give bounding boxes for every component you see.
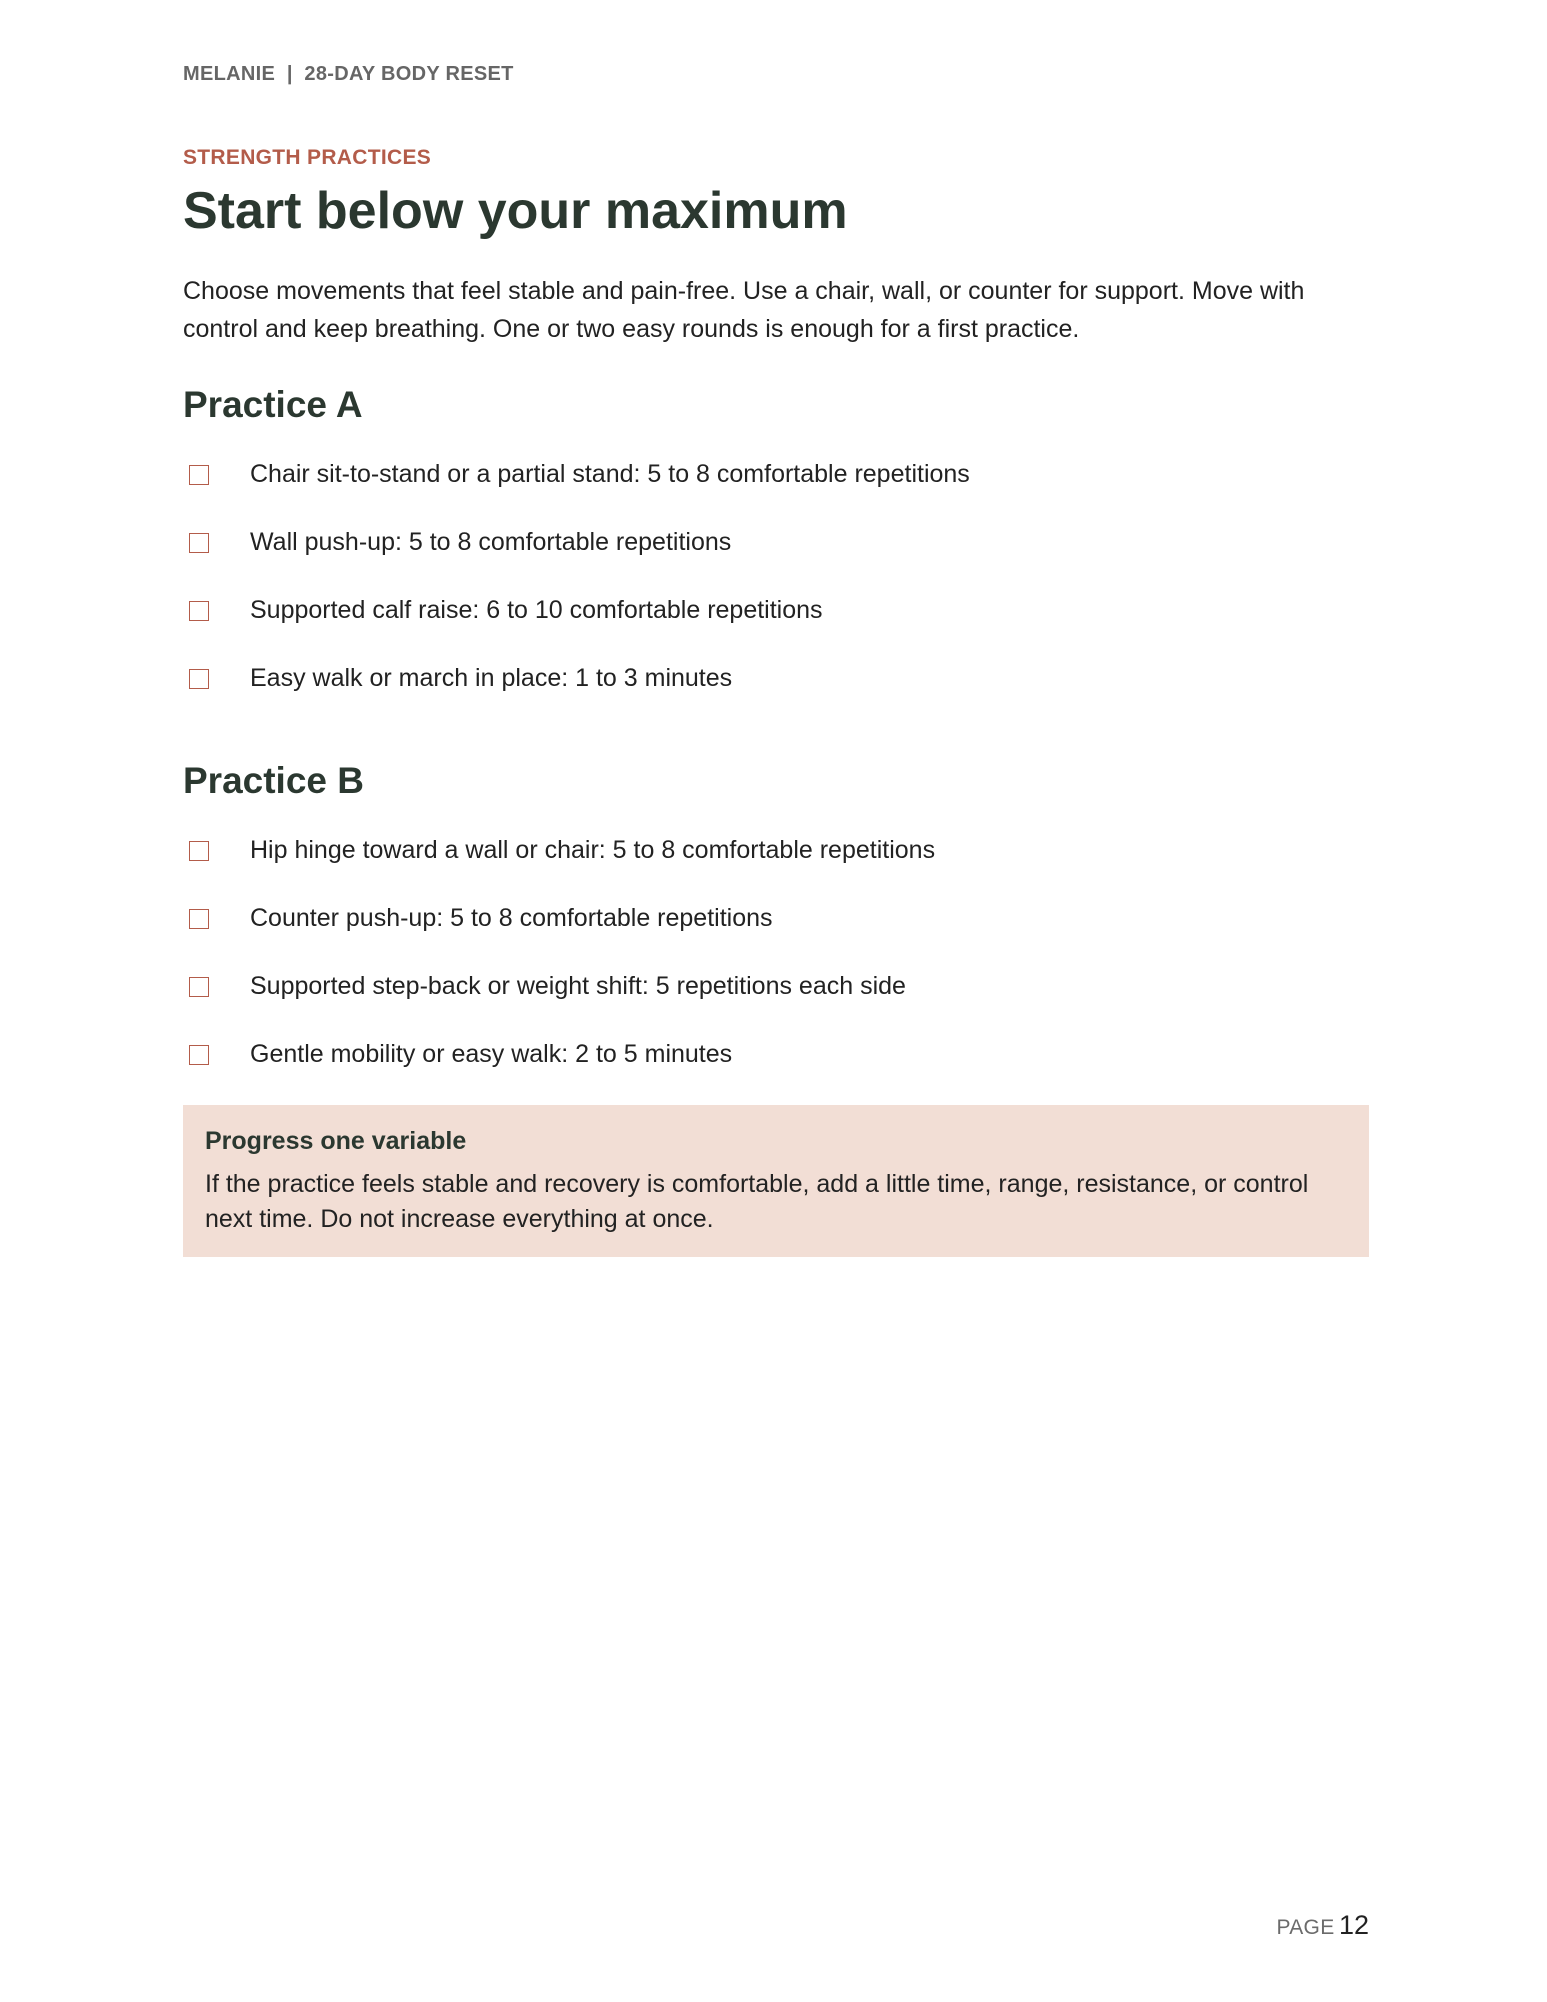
- checklist-item[interactable]: [183, 832, 935, 900]
- checkbox-icon[interactable]: [189, 465, 209, 485]
- checkbox-icon[interactable]: [189, 1045, 209, 1065]
- checkbox-icon[interactable]: [189, 977, 209, 997]
- checklist-item[interactable]: [183, 592, 970, 660]
- section-eyebrow: STRENGTH PRACTICES: [183, 146, 432, 169]
- checkbox-icon[interactable]: [189, 669, 209, 689]
- practice-a-checklist: [183, 456, 970, 728]
- running-header: MELANIE | 28-DAY BODY RESET: [183, 63, 514, 85]
- page-number-value: 12: [1338, 1910, 1369, 1940]
- checklist-item[interactable]: [183, 660, 970, 728]
- page-number: [1277, 1910, 1370, 1941]
- checklist-item-label: Easy walk or march in place: 1 to 3 minutes: [250, 664, 733, 692]
- page-label: PAGE: [1276, 1916, 1335, 1939]
- practice-b-heading: Practice B: [183, 760, 364, 801]
- practice-b-checklist: [183, 832, 935, 1104]
- checklist-item[interactable]: [183, 968, 935, 1036]
- checklist-item-label: Supported calf raise: 6 to 10 comfortable repetitions: [250, 596, 823, 624]
- checklist-item[interactable]: [183, 524, 970, 592]
- checklist-item-label: Supported step-back or weight shift: 5 repetitions each side: [250, 972, 906, 1000]
- callout-title: Progress one variable: [205, 1127, 467, 1155]
- intro-paragraph: Choose movements that feel stable and pain-free. Use a chair, wall, or counter for support. Move with control and keep breathing. One or two easy rounds is enough for a first practice.: [183, 277, 1305, 343]
- checkbox-icon[interactable]: [189, 601, 209, 621]
- page-title: Start below your maximum: [183, 182, 848, 240]
- checklist-item-label: Wall push-up: 5 to 8 comfortable repetitions: [250, 528, 732, 556]
- checkbox-icon[interactable]: [189, 909, 209, 929]
- checklist-item-label: Counter push-up: 5 to 8 comfortable repetitions: [250, 904, 773, 932]
- checklist-item-label: Chair sit-to-stand or a partial stand: 5 to 8 comfortable repetitions: [250, 460, 970, 488]
- callout-body: If the practice feels stable and recovery is comfortable, add a little time, range, resistance, or control next time. Do not increase everything at once.: [205, 1170, 1309, 1233]
- checkbox-icon[interactable]: [189, 841, 209, 861]
- checklist-item[interactable]: [183, 456, 970, 524]
- checklist-item-label: Gentle mobility or easy walk: 2 to 5 minutes: [250, 1040, 733, 1068]
- checklist-item[interactable]: [183, 1036, 935, 1104]
- progress-callout: [183, 1105, 1369, 1257]
- checklist-item-label: Hip hinge toward a wall or chair: 5 to 8 comfortable repetitions: [250, 836, 936, 864]
- practice-a-heading: Practice A: [183, 384, 363, 425]
- checkbox-icon[interactable]: [189, 533, 209, 553]
- checklist-item[interactable]: [183, 900, 935, 968]
